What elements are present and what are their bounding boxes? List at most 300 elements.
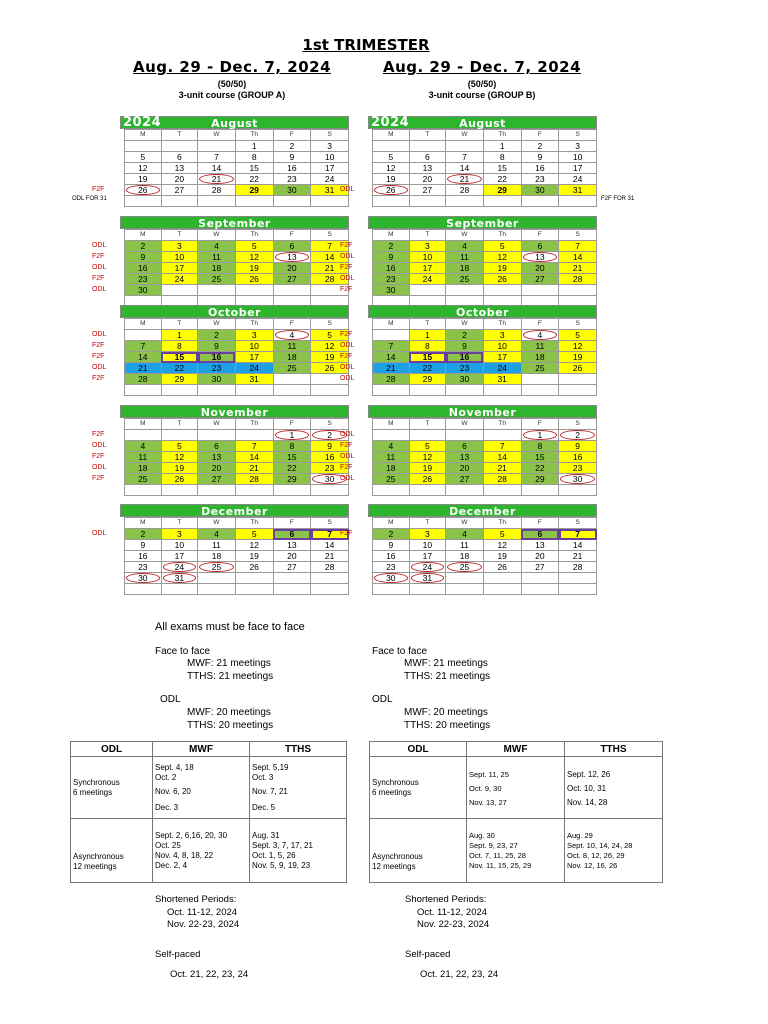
odl-schedule-table-a [70, 741, 347, 883]
month-header [120, 116, 349, 129]
day-cell: 30 [125, 285, 162, 296]
delivery-mode-label: F2F [92, 431, 105, 438]
day-cell: 30 [311, 474, 349, 485]
delivery-mode-label: F2F [340, 242, 353, 249]
day-cell: 6 [521, 529, 559, 540]
day-cell: 19 [161, 463, 198, 474]
day-cell: 3 [311, 141, 349, 152]
day-cell: 29 [521, 474, 559, 485]
day-cell: 18 [198, 263, 236, 274]
day-cell [273, 374, 311, 385]
day-cell: 11 [521, 341, 559, 352]
day-cell: 18 [125, 463, 162, 474]
delivery-mode-label [336, 551, 373, 562]
day-cell: 6 [446, 441, 484, 452]
ratio: (50/50) [467, 79, 497, 89]
day-cell [161, 285, 198, 296]
day-cell: 24 [559, 174, 597, 185]
day-cell: 2 [373, 529, 410, 540]
exam-circle [374, 573, 408, 583]
day-cell [446, 285, 484, 296]
day-cell [446, 573, 484, 584]
week-row [88, 463, 349, 474]
day-cell [483, 385, 521, 396]
month-name: November [448, 406, 517, 419]
day-cell: 27 [273, 562, 311, 573]
date-line: Sept. 11, 25 [469, 769, 509, 779]
week-row [336, 573, 597, 584]
week-row [336, 263, 597, 274]
day-cell: 21 [311, 551, 349, 562]
exam-circle [447, 562, 482, 572]
day-cell: 30 [373, 285, 410, 296]
day-cell: 4 [373, 441, 410, 452]
weekday-header: M [125, 319, 162, 330]
delivery-mode-label: ODL [92, 364, 107, 371]
day-cell: 12 [311, 341, 349, 352]
day-cell: 26 [161, 474, 198, 485]
delivery-mode-label: ODL [92, 264, 107, 271]
day-cell: 17 [235, 352, 273, 363]
week-row [336, 441, 597, 452]
day-cell: 15 [161, 352, 198, 363]
day-cell: 1 [521, 430, 559, 441]
day-cell: 23 [273, 174, 311, 185]
delivery-mode-label: ODL [340, 253, 355, 260]
week-row [88, 152, 349, 163]
exam-circle [199, 174, 234, 184]
delivery-mode-label: ODL [92, 530, 107, 537]
day-cell: 20 [273, 263, 311, 274]
delivery-mode-label: F2F [340, 442, 353, 449]
weekday-header: F [273, 130, 311, 141]
f2f-tths: TTHS: 21 meetings [404, 671, 491, 682]
date-line: Oct. 9, 30 [469, 783, 502, 793]
day-cell: 26 [409, 474, 446, 485]
week-row [336, 363, 597, 374]
day-cell: 18 [446, 263, 484, 274]
day-cell: 28 [373, 374, 410, 385]
day-cell: 9 [311, 441, 349, 452]
side-note: F2F FOR 31 [601, 196, 635, 202]
day-cell: 3 [409, 241, 446, 252]
day-cell: 13 [446, 452, 484, 463]
date-line: Dec. 3 [155, 802, 179, 812]
day-cell [125, 330, 162, 341]
week-row [336, 141, 597, 152]
exam-circle [374, 185, 408, 195]
day-cell [521, 374, 559, 385]
weekday-header: T [409, 518, 446, 529]
weekday-header: M [125, 419, 162, 430]
day-cell: 9 [373, 540, 410, 551]
day-cell: 7 [559, 241, 597, 252]
day-cell: 21 [446, 174, 484, 185]
day-cell: 28 [125, 374, 162, 385]
day-cell: 7 [125, 341, 162, 352]
day-cell: 10 [161, 252, 198, 263]
week-row [88, 274, 349, 285]
day-cell: 5 [559, 330, 597, 341]
week-row [336, 163, 597, 174]
day-cell: 16 [311, 452, 349, 463]
day-cell [125, 485, 162, 496]
odl-tths: TTHS: 20 meetings [187, 720, 274, 731]
day-cell: 21 [311, 263, 349, 274]
date-line: Oct. 3 [252, 772, 274, 782]
day-cell: 29 [409, 374, 446, 385]
day-cell: 4 [446, 241, 484, 252]
day-cell: 15 [409, 352, 446, 363]
day-cell: 10 [409, 252, 446, 263]
delivery-mode-label: F2F [340, 464, 353, 471]
day-cell: 28 [559, 274, 597, 285]
weekday-header: Th [235, 419, 273, 430]
week-row [336, 463, 597, 474]
day-cell: 1 [161, 330, 198, 341]
odl-schedule-table-b [369, 741, 663, 883]
delivery-mode-label: ODL [340, 186, 355, 193]
day-cell: 1 [483, 141, 521, 152]
date-line: Oct. 7, 11, 25, 28 [469, 850, 526, 860]
day-cell: 4 [446, 529, 484, 540]
side-note: ODL FOR 31 [72, 196, 107, 202]
day-cell: 7 [373, 341, 410, 352]
day-cell: 27 [198, 474, 236, 485]
delivery-mode-label: F2F [92, 375, 105, 382]
day-cell: 16 [373, 263, 410, 274]
self-paced-dates: Oct. 21, 22, 23, 24 [170, 969, 249, 980]
day-cell [409, 141, 446, 152]
delivery-mode-label [88, 174, 125, 185]
day-cell: 16 [273, 163, 311, 174]
day-cell: 27 [446, 474, 484, 485]
day-cell [373, 385, 410, 396]
day-cell [409, 485, 446, 496]
f2f-label: Face to face [155, 646, 211, 657]
day-cell: 2 [373, 241, 410, 252]
day-cell: 5 [235, 529, 273, 540]
day-cell [198, 584, 236, 595]
day-cell: 29 [161, 374, 198, 385]
date-line: Nov. 11, 15, 25, 29 [469, 860, 532, 870]
day-cell [483, 430, 521, 441]
day-cell [273, 573, 311, 584]
shortened-date: Oct. 11-12, 2024 [167, 907, 238, 918]
exam-circle [523, 252, 558, 262]
day-cell: 14 [559, 540, 597, 551]
ratio: (50/50) [217, 79, 247, 89]
day-cell: 9 [273, 152, 311, 163]
day-cell: 20 [409, 174, 446, 185]
weekday-header: F [273, 230, 311, 241]
week-row [336, 341, 597, 352]
day-cell: 30 [446, 374, 484, 385]
day-cell: 2 [311, 430, 349, 441]
day-cell: 12 [161, 452, 198, 463]
day-cell [125, 141, 162, 152]
day-cell: 20 [273, 551, 311, 562]
day-cell [125, 430, 162, 441]
day-cell [559, 573, 597, 584]
exam-circle [126, 573, 160, 583]
day-cell [198, 141, 236, 152]
day-cell: 31 [409, 573, 446, 584]
date-line: Nov. 7, 21 [252, 786, 288, 796]
weekday-header: M [125, 518, 162, 529]
day-cell: 14 [235, 452, 273, 463]
async-label: Asynchronous [372, 852, 423, 861]
exam-circle [560, 430, 595, 440]
day-cell: 26 [235, 274, 273, 285]
delivery-mode-label: F2F [340, 286, 353, 293]
day-cell: 11 [273, 341, 311, 352]
day-cell: 29 [235, 185, 273, 196]
week-row [88, 241, 349, 252]
month-header [120, 504, 349, 517]
col-header: TTHS [250, 742, 347, 757]
day-cell: 26 [559, 363, 597, 374]
delivery-mode-label [336, 152, 373, 163]
day-cell: 20 [161, 174, 198, 185]
day-cell: 31 [235, 374, 273, 385]
day-cell: 28 [446, 185, 484, 196]
day-cell: 13 [521, 540, 559, 551]
date-line: Dec. 2, 4 [155, 860, 188, 870]
weekday-header: T [409, 230, 446, 241]
day-cell [125, 385, 162, 396]
weekday-header: W [446, 419, 484, 430]
date-line: Aug. 29 [567, 830, 593, 840]
weekday-header: T [409, 130, 446, 141]
day-cell: 19 [483, 551, 521, 562]
day-cell: 3 [559, 141, 597, 152]
weekday-header: Th [483, 319, 521, 330]
delivery-mode-label: ODL [340, 453, 355, 460]
month-grid [88, 229, 349, 307]
delivery-mode-label: ODL [340, 475, 355, 482]
day-cell: 14 [311, 252, 349, 263]
day-cell: 13 [198, 452, 236, 463]
exam-circle [523, 430, 558, 440]
week-row [336, 374, 597, 385]
day-cell: 8 [483, 152, 521, 163]
day-cell: 6 [198, 441, 236, 452]
group-b-header [368, 58, 596, 100]
week-row [88, 252, 349, 263]
date-line: Nov. 13, 27 [469, 797, 507, 807]
async-count: 12 meetings [73, 862, 117, 871]
day-cell: 14 [483, 452, 521, 463]
col-header: MWF [467, 742, 565, 757]
day-cell [373, 584, 410, 595]
delivery-mode-label: F2F [92, 275, 105, 282]
day-cell: 5 [483, 241, 521, 252]
day-cell: 26 [125, 185, 162, 196]
day-cell: 19 [311, 352, 349, 363]
day-cell [161, 196, 198, 207]
day-cell: 4 [198, 241, 236, 252]
day-cell [161, 584, 198, 595]
odl-tths: TTHS: 20 meetings [404, 720, 491, 731]
sync-label: Synchronous [73, 777, 120, 787]
day-cell: 3 [409, 529, 446, 540]
week-row [88, 474, 349, 485]
day-cell: 14 [125, 352, 162, 363]
month-header [120, 305, 349, 318]
weekday-header: S [559, 319, 597, 330]
week-row [88, 330, 349, 341]
day-cell [373, 485, 410, 496]
day-cell: 14 [373, 352, 410, 363]
delivery-mode-label: F2F [92, 253, 105, 260]
delivery-mode-label [88, 163, 125, 174]
week-row [336, 452, 597, 463]
f2f-label: Face to face [372, 646, 428, 657]
delivery-mode-label: ODL [92, 242, 107, 249]
sync-tths [250, 757, 347, 819]
weekday-header: S [311, 319, 349, 330]
col-header: TTHS [565, 742, 663, 757]
weekday-header: W [446, 230, 484, 241]
day-cell: 16 [125, 263, 162, 274]
day-cell: 18 [198, 551, 236, 562]
group-a-header [118, 58, 346, 100]
month-grid [336, 129, 597, 207]
sync-tths [565, 757, 663, 819]
day-cell: 17 [311, 163, 349, 174]
day-cell [235, 584, 273, 595]
shortened-date: Oct. 11-12, 2024 [417, 907, 488, 918]
day-cell: 27 [521, 274, 559, 285]
day-cell: 19 [373, 174, 410, 185]
day-cell [235, 285, 273, 296]
day-cell [559, 196, 597, 207]
self-paced-dates: Oct. 21, 22, 23, 24 [420, 969, 499, 980]
day-cell [559, 385, 597, 396]
date-line: Sept. 5,19 [252, 762, 289, 772]
delivery-mode-label [88, 540, 125, 551]
weekday-header: F [521, 130, 559, 141]
exam-circle [163, 562, 197, 572]
weekday-header: T [409, 419, 446, 430]
day-cell: 24 [311, 174, 349, 185]
day-cell: 31 [559, 185, 597, 196]
day-cell: 23 [198, 363, 236, 374]
day-cell: 13 [273, 540, 311, 551]
day-cell: 2 [559, 430, 597, 441]
day-cell: 9 [559, 441, 597, 452]
weekday-header: Th [235, 130, 273, 141]
week-row [88, 430, 349, 441]
weekday-header: Th [483, 518, 521, 529]
day-cell: 13 [521, 252, 559, 263]
day-cell [235, 573, 273, 584]
day-cell: 18 [373, 463, 410, 474]
day-cell: 31 [483, 374, 521, 385]
day-cell: 31 [311, 185, 349, 196]
day-cell: 2 [521, 141, 559, 152]
day-cell: 3 [483, 330, 521, 341]
day-cell [125, 584, 162, 595]
shortened-date: Nov. 22-23, 2024 [417, 919, 490, 930]
day-cell [483, 196, 521, 207]
day-cell [483, 485, 521, 496]
day-cell: 30 [273, 185, 311, 196]
delivery-mode-label [336, 562, 373, 573]
weekday-header: S [559, 419, 597, 430]
day-cell: 2 [446, 330, 484, 341]
async-count: 12 meetings [372, 862, 416, 871]
day-cell: 12 [409, 452, 446, 463]
day-cell: 7 [198, 152, 236, 163]
day-cell: 21 [198, 174, 236, 185]
delivery-mode-label: ODL [340, 364, 355, 371]
exam-circle [447, 174, 482, 184]
week-row [336, 474, 597, 485]
exam-circle [275, 330, 310, 340]
day-cell: 4 [273, 330, 311, 341]
day-cell: 8 [235, 152, 273, 163]
day-cell: 6 [409, 152, 446, 163]
day-cell [235, 385, 273, 396]
page-title: 1st TRIMESTER [302, 36, 430, 54]
day-cell: 26 [483, 562, 521, 573]
day-cell: 25 [125, 474, 162, 485]
col-header: ODL [71, 742, 153, 757]
async-mwf [153, 819, 250, 883]
month-grid [88, 517, 349, 595]
day-cell: 14 [198, 163, 236, 174]
day-cell: 7 [311, 529, 349, 540]
day-cell: 13 [161, 163, 198, 174]
async-mwf [467, 819, 565, 883]
week-row [336, 551, 597, 562]
day-cell: 26 [483, 274, 521, 285]
day-cell: 7 [559, 529, 597, 540]
week-row [88, 363, 349, 374]
weekday-header: M [373, 319, 410, 330]
day-cell [483, 584, 521, 595]
day-cell [446, 430, 484, 441]
day-cell: 21 [235, 463, 273, 474]
day-cell [273, 385, 311, 396]
day-cell: 11 [446, 252, 484, 263]
day-cell: 30 [198, 374, 236, 385]
week-row [88, 174, 349, 185]
day-cell: 24 [161, 274, 198, 285]
week-row [336, 241, 597, 252]
day-cell: 28 [198, 185, 236, 196]
day-cell: 6 [161, 152, 198, 163]
month-header [368, 405, 597, 418]
delivery-mode-label: F2F [92, 342, 105, 349]
day-cell: 28 [483, 474, 521, 485]
day-cell: 30 [559, 474, 597, 485]
day-cell: 11 [198, 252, 236, 263]
week-row [88, 441, 349, 452]
weekday-header: T [161, 130, 198, 141]
date-line: Nov. 14, 28 [567, 797, 608, 807]
delivery-mode-label: F2F [92, 453, 105, 460]
day-cell: 7 [235, 441, 273, 452]
day-cell: 25 [373, 474, 410, 485]
weekday-header: S [559, 130, 597, 141]
year-label: 2024 [123, 115, 162, 130]
self-paced-label: Self-paced [405, 949, 451, 960]
sync-count: 6 meetings [73, 787, 113, 797]
delivery-mode-label: ODL [92, 442, 107, 449]
